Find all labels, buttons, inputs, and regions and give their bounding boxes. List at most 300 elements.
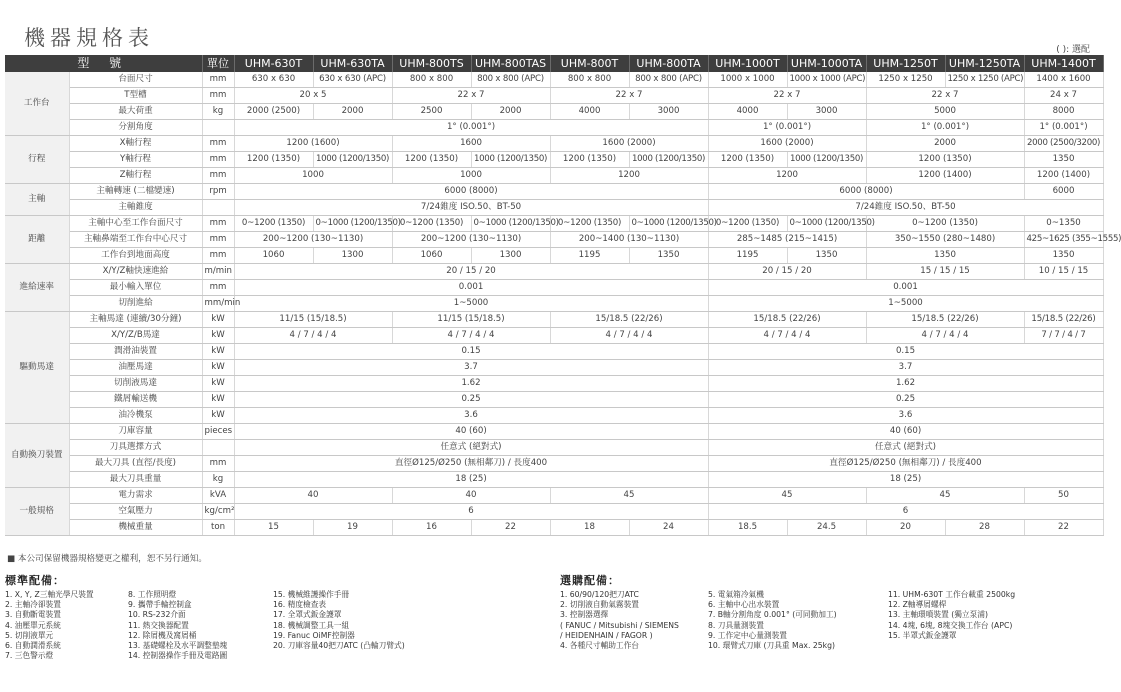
feature-list-item: 3. 控制器選擇 (560, 610, 609, 620)
spec-value: 4 / 7 / 4 / 4 (708, 328, 866, 344)
spec-unit: kg/cm² (202, 504, 234, 520)
spec-value: 1200 (1400) (1024, 168, 1103, 184)
feature-list-item: 9. 攜帶手輪控制盒 (128, 600, 192, 610)
spec-header-row (5, 55, 1103, 72)
spec-group-label: 進給速率 (5, 264, 69, 312)
spec-value: 800 x 800 (APC) (471, 72, 550, 88)
spec-value: 0.001 (234, 280, 708, 296)
spec-value: 1600 (392, 136, 550, 152)
spec-value: 3.7 (708, 360, 1103, 376)
spec-unit: mm (202, 232, 234, 248)
feature-list-item: 19. Fanuc OiMF控制器 (273, 630, 355, 640)
spec-group-label: 主軸 (5, 184, 69, 216)
feature-list-item: 5. 切削液單元 (5, 630, 54, 640)
model-header: UHM-800TS (392, 55, 471, 72)
spec-value: 1300 (471, 248, 550, 264)
feature-list-item: 15. 半罩式鈑金護罩 (888, 630, 957, 640)
spec-value: 20 x 5 (234, 88, 392, 104)
feature-list-item: 10. RS-232介面 (128, 610, 186, 620)
spec-value: 1195 (708, 248, 787, 264)
feature-list-item: 7. 三色警示燈 (5, 651, 54, 661)
spec-value: 1300 (313, 248, 392, 264)
spec-item-label: 主軸轉速 (二檔變速) (69, 184, 202, 200)
spec-row (5, 424, 1103, 440)
spec-value: 任意式 (絕對式) (708, 440, 1103, 456)
spec-value: 1400 x 1600 (1024, 72, 1103, 88)
spec-value: 4000 (550, 104, 629, 120)
spec-value: 1° (0.001°) (234, 120, 708, 136)
spec-item-label: T型槽 (69, 88, 202, 104)
spec-item-label: 分割角度 (69, 120, 202, 136)
spec-value: 200~1400 (130~1130) (550, 232, 708, 248)
spec-value: 6 (708, 504, 1103, 520)
spec-value: 1250 x 1250 (866, 72, 945, 88)
spec-item-label: 油冷機泵 (69, 408, 202, 424)
spec-value: 1250 x 1250 (APC) (945, 72, 1024, 88)
spec-unit: mm/min (202, 296, 234, 312)
spec-value: 45 (708, 488, 866, 504)
spec-value: 1000 (1200/1350) (471, 152, 550, 168)
spec-unit: kVA (202, 488, 234, 504)
feature-list-item: 6. 自動潤滑系統 (5, 641, 61, 651)
spec-value: 1000 (1200/1350) (787, 152, 866, 168)
model-header: UHM-800T (550, 55, 629, 72)
spec-item-label: X軸行程 (69, 136, 202, 152)
spec-value: 40 (60) (708, 424, 1103, 440)
spec-value: 11/15 (15/18.5) (234, 312, 392, 328)
spec-unit: mm (202, 72, 234, 88)
spec-unit: mm (202, 280, 234, 296)
spec-group-label: 工作台 (5, 72, 69, 136)
feature-list-item: 1. X, Y, Z三軸光學尺裝置 (5, 590, 94, 599)
spec-row (5, 472, 1103, 488)
feature-list-item: 14. 控制器操作手冊及電路圖 (128, 651, 228, 661)
spec-value: 4 / 7 / 4 / 4 (392, 328, 550, 344)
feature-list-item: 13. 基礎螺栓及水平調整墊塊 (128, 641, 228, 651)
spec-value: 800 x 800 (392, 72, 471, 88)
feature-list-item: 9. 工作定中心量測裝置 (708, 630, 787, 640)
model-header: UHM-1400T (1024, 55, 1103, 72)
spec-value: 1000 x 1000 (APC) (787, 72, 866, 88)
unit-header: 單位 (202, 55, 234, 72)
model-header: UHM-1000T (708, 55, 787, 72)
spec-item-label: 台面尺寸 (69, 72, 202, 88)
spec-row (5, 520, 1103, 536)
spec-value: 16 (392, 520, 471, 536)
spec-unit (202, 120, 234, 136)
feature-list-item: 2. 切削液自動氣霧裝置 (560, 600, 639, 610)
spec-value: 800 x 800 (APC) (629, 72, 708, 88)
standard-list-col3 (273, 590, 405, 651)
spec-row (5, 328, 1103, 344)
feature-list-item: 18. 機械調整工具一組 (273, 620, 350, 630)
spec-value: 2000 (471, 104, 550, 120)
spec-item-label: 主軸馬達 (連續/30分鐘) (69, 312, 202, 328)
spec-unit: kW (202, 312, 234, 328)
spec-item-label: 最小輸入單位 (69, 280, 202, 296)
spec-value: 0~1200 (1350) (550, 216, 629, 232)
model-header: UHM-630T (234, 55, 313, 72)
spec-value: 3.6 (234, 408, 708, 424)
spec-value: 8000 (1024, 104, 1103, 120)
spec-value: 1000 (392, 168, 550, 184)
spec-unit: ton (202, 520, 234, 536)
feature-list-item: 14. 4塊, 6塊, 8塊交換工作台 (APC) (888, 620, 1013, 630)
spec-row (5, 104, 1103, 120)
spec-value: 0~1350 (1024, 216, 1103, 232)
spec-value: 2000 (2500) (234, 104, 313, 120)
spec-value: 0~1200 (1350) (708, 216, 787, 232)
spec-value: 22 x 7 (708, 88, 866, 104)
spec-value: 1060 (234, 248, 313, 264)
spec-value: 1.62 (234, 376, 708, 392)
spec-body (5, 72, 1121, 536)
spec-value: 350~1550 (280~1480) (866, 232, 1024, 248)
spec-item-label: 工作台到地面高度 (69, 248, 202, 264)
spec-value: 1~5000 (708, 296, 1103, 312)
spec-value: 18 (550, 520, 629, 536)
spec-value: 3.7 (234, 360, 708, 376)
spec-value: 15/18.5 (22/26) (1024, 312, 1103, 328)
spec-value: 6000 (1024, 184, 1103, 200)
disclaimer-note: ■ 本公司保留機器規格變更之權利，恕不另行通知。 (7, 554, 207, 564)
spec-unit: mm (202, 152, 234, 168)
spec-unit: mm (202, 456, 234, 472)
feature-list-item: 20. 刀庫容量40把刀ATC (凸輪刀臂式) (273, 641, 405, 651)
spec-row (5, 312, 1103, 328)
spec-value: 18 (25) (708, 472, 1103, 488)
standard-equipment-title: 標準配備： (5, 574, 65, 587)
type-header: 型 號 (5, 55, 202, 72)
feature-list-item: 13. 主軸環噴裝置 (獨立泵浦) (888, 610, 988, 620)
feature-list-item: 17. 全罩式鈑金護罩 (273, 610, 342, 620)
model-header: UHM-630TA (313, 55, 392, 72)
spec-row (5, 360, 1103, 376)
spec-value: 直徑Ø125/Ø250 (無相鄰刀) / 長度400 (708, 456, 1103, 472)
spec-unit: pieces (202, 424, 234, 440)
spec-value: 1200 (708, 168, 866, 184)
spec-row (5, 152, 1103, 168)
spec-value: 1200 (1350) (866, 152, 1024, 168)
spec-row (5, 456, 1103, 472)
spec-value: 18.5 (708, 520, 787, 536)
spec-item-label: 機械重量 (69, 520, 202, 536)
model-header: UHM-1250T (866, 55, 945, 72)
spec-item-label: Y軸行程 (69, 152, 202, 168)
spec-row (5, 72, 1103, 88)
spec-group-label: 驅動馬達 (5, 312, 69, 424)
spec-item-label: 潤滑油裝置 (69, 344, 202, 360)
spec-value: 22 x 7 (392, 88, 550, 104)
spec-unit: mm (202, 216, 234, 232)
spec-value: 22 (471, 520, 550, 536)
spec-row (5, 88, 1103, 104)
spec-value: 1000 x 1000 (708, 72, 787, 88)
spec-row (5, 440, 1103, 456)
spec-unit: kg (202, 104, 234, 120)
spec-value: 0.15 (234, 344, 708, 360)
optional-equipment-title: 選購配備： (560, 574, 620, 587)
spec-value: 20 / 15 / 20 (234, 264, 708, 280)
spec-value: 200~1200 (130~1130) (392, 232, 550, 248)
spec-group-label: 距離 (5, 216, 69, 264)
spec-value: 2000 (313, 104, 392, 120)
spec-value: 2000 (866, 136, 1024, 152)
spec-value: 28 (945, 520, 1024, 536)
feature-list-item: ( FANUC / Mitsubishi / SIEMENS (560, 620, 679, 630)
spec-unit: mm (202, 88, 234, 104)
feature-list-item: 3. 自動斷電裝置 (5, 610, 61, 620)
spec-value: 1° (0.001°) (1024, 120, 1103, 136)
spec-value: 1200 (1350) (550, 152, 629, 168)
feature-list-item: 7. B軸分割角度 0.001° (可同動加工) (708, 610, 837, 620)
spec-item-label: 刀具選擇方式 (69, 440, 202, 456)
model-header: UHM-800TA (629, 55, 708, 72)
spec-row (5, 408, 1103, 424)
spec-row (5, 232, 1103, 248)
spec-value: 1200 (1600) (234, 136, 392, 152)
spec-value: 7/24錐度 ISO.50、BT-50 (708, 200, 1103, 216)
spec-value: 630 x 630 (234, 72, 313, 88)
spec-group-label: 自動換刀裝置 (5, 424, 69, 488)
feature-list-item: 11. UHM-630T 工作台載重 2500kg (888, 590, 1016, 599)
optional-list-col2 (708, 590, 837, 651)
spec-unit: kg (202, 472, 234, 488)
spec-value: 0~1000 (1200/1350) (787, 216, 866, 232)
spec-item-label: Z軸行程 (69, 168, 202, 184)
spec-group-label: 行程 (5, 136, 69, 184)
feature-list-item: 15. 機械維護操作手冊 (273, 590, 350, 599)
spec-value: 0.15 (708, 344, 1103, 360)
spec-value: 800 x 800 (550, 72, 629, 88)
model-header: UHM-1250TA (945, 55, 1024, 72)
spec-value: 6 (234, 504, 708, 520)
spec-value: 22 (1024, 520, 1103, 536)
spec-value: 2500 (392, 104, 471, 120)
legend-note: ( ): 選配 (1056, 45, 1090, 55)
spec-item-label: 刀庫容量 (69, 424, 202, 440)
spec-unit: kW (202, 376, 234, 392)
spec-unit: mm (202, 248, 234, 264)
spec-value: 15/18.5 (22/26) (866, 312, 1024, 328)
spec-value: 3000 (787, 104, 866, 120)
spec-item-label: 最大荷重 (69, 104, 202, 120)
spec-unit: mm (202, 136, 234, 152)
spec-unit: kW (202, 392, 234, 408)
spec-item-label: 油壓馬達 (69, 360, 202, 376)
spec-value: 1200 (1350) (392, 152, 471, 168)
spec-value: 0~1200 (1350) (392, 216, 471, 232)
spec-value: 1000 (1200/1350) (629, 152, 708, 168)
spec-value: 1° (0.001°) (708, 120, 866, 136)
spec-value: 40 (392, 488, 550, 504)
spec-value: 0~1200 (1350) (866, 216, 1024, 232)
spec-value: 1200 (1350) (708, 152, 787, 168)
spec-value: 285~1485 (215~1415) (708, 232, 866, 248)
spec-row (5, 296, 1103, 312)
spec-value: 1350 (1024, 248, 1103, 264)
spec-value: 1600 (2000) (550, 136, 708, 152)
feature-list-item: / HEIDENHAIN / FAGOR ) (560, 630, 653, 640)
spec-value: 200~1200 (130~1130) (234, 232, 392, 248)
spec-value: 20 (866, 520, 945, 536)
spec-value: 425~1625 (355~1555) (1024, 232, 1103, 248)
spec-item-label: 主軸錐度 (69, 200, 202, 216)
spec-value: 40 (234, 488, 392, 504)
spec-table (5, 55, 1121, 536)
spec-value: 1~5000 (234, 296, 708, 312)
spec-value: 45 (550, 488, 708, 504)
feature-list-item: 4. 油壓單元系統 (5, 620, 61, 630)
spec-row (5, 120, 1103, 136)
spec-value: 1350 (629, 248, 708, 264)
spec-row (5, 200, 1103, 216)
spec-unit: kW (202, 344, 234, 360)
spec-item-label: 電力需求 (69, 488, 202, 504)
optional-list-col1 (560, 590, 679, 651)
spec-value: 3000 (629, 104, 708, 120)
spec-value: 24.5 (787, 520, 866, 536)
spec-item-label: 空氣壓力 (69, 504, 202, 520)
spec-value: 22 x 7 (866, 88, 1024, 104)
feature-list-item: 12. Z軸導屑螺桿 (888, 600, 947, 610)
spec-item-label: 主軸中心至工作台面尺寸 (69, 216, 202, 232)
spec-value: 6000 (8000) (708, 184, 1024, 200)
spec-row (5, 376, 1103, 392)
spec-unit: rpm (202, 184, 234, 200)
spec-unit (202, 200, 234, 216)
model-header: UHM-1000TA (787, 55, 866, 72)
spec-value: 10 / 15 / 15 (1024, 264, 1103, 280)
spec-value: 0.25 (234, 392, 708, 408)
spec-value: 1200 (1400) (866, 168, 1024, 184)
spec-value: 6000 (8000) (234, 184, 708, 200)
spec-value: 1000 (234, 168, 392, 184)
spec-value: 7/24錐度 ISO.50、BT-50 (234, 200, 708, 216)
spec-value: 任意式 (絕對式) (234, 440, 708, 456)
spec-value: 1.62 (708, 376, 1103, 392)
spec-row (5, 488, 1103, 504)
spec-value: 20 / 15 / 20 (708, 264, 866, 280)
spec-value: 0~1000 (1200/1350) (629, 216, 708, 232)
spec-item-label: 切削進給 (69, 296, 202, 312)
spec-value: 7 / 7 / 4 / 7 (1024, 328, 1103, 344)
spec-value: 4 / 7 / 4 / 4 (866, 328, 1024, 344)
spec-value: 19 (313, 520, 392, 536)
optional-list-col3 (888, 590, 1015, 641)
spec-item-label: 鐵屑輸送機 (69, 392, 202, 408)
feature-list-item: 4. 各種尺寸輔助工作台 (560, 641, 639, 651)
spec-item-label: X/Y/Z軸快速進給 (69, 264, 202, 280)
feature-list-item: 5. 電氣箱冷氣機 (708, 590, 764, 599)
model-header: UHM-800TAS (471, 55, 550, 72)
spec-value: 24 x 7 (1024, 88, 1103, 104)
spec-value: 18 (25) (234, 472, 708, 488)
spec-value: 15/18.5 (22/26) (550, 312, 708, 328)
spec-unit (202, 440, 234, 456)
spec-value: 1195 (550, 248, 629, 264)
spec-value: 1600 (2000) (708, 136, 866, 152)
spec-row (5, 184, 1103, 200)
spec-item-label: 最大刀具 (直徑/長度) (69, 456, 202, 472)
spec-value: 45 (866, 488, 1024, 504)
standard-list-col2 (128, 590, 227, 661)
spec-value: 直徑Ø125/Ø250 (無相鄰刀) / 長度400 (234, 456, 708, 472)
spec-value: 0.25 (708, 392, 1103, 408)
spec-value: 4 / 7 / 4 / 4 (550, 328, 708, 344)
spec-row (5, 264, 1103, 280)
spec-value: 15/18.5 (22/26) (708, 312, 866, 328)
feature-list-item: 10. 環臂式刀庫 (刀具重 Max. 25kg) (708, 641, 835, 651)
spec-value: 50 (1024, 488, 1103, 504)
spec-value: 1° (0.001°) (866, 120, 1024, 136)
feature-list-item: 1. 60/90/120把刀ATC (560, 590, 639, 599)
spec-value: 4000 (708, 104, 787, 120)
spec-item-label: 切削液馬達 (69, 376, 202, 392)
spec-value: 4 / 7 / 4 / 4 (234, 328, 392, 344)
spec-value: 1200 (1350) (234, 152, 313, 168)
spec-value: 1000 (1200/1350) (313, 152, 392, 168)
spec-unit: mm (202, 168, 234, 184)
spec-unit: kW (202, 408, 234, 424)
spec-unit: kW (202, 360, 234, 376)
spec-value: 630 x 630 (APC) (313, 72, 392, 88)
spec-value: 5000 (866, 104, 1024, 120)
spec-value: 1350 (1024, 152, 1103, 168)
spec-value: 1350 (866, 248, 1024, 264)
spec-value: 0.001 (708, 280, 1103, 296)
spec-unit: m/min (202, 264, 234, 280)
spec-item-label: X/Y/Z/B馬達 (69, 328, 202, 344)
page-title: 機器規格表 (24, 26, 154, 50)
spec-value: 15 / 15 / 15 (866, 264, 1024, 280)
standard-list-col1 (5, 590, 94, 661)
spec-row (5, 344, 1103, 360)
spec-row (5, 136, 1103, 152)
spec-value: 3.6 (708, 408, 1103, 424)
spec-row (5, 392, 1103, 408)
spec-unit: kW (202, 328, 234, 344)
spec-group-label: 一般規格 (5, 488, 69, 536)
spec-value: 0~1200 (1350) (234, 216, 313, 232)
spec-value: 24 (629, 520, 708, 536)
spec-value: 40 (60) (234, 424, 708, 440)
spec-value: 2000 (2500/3200) (1024, 136, 1103, 152)
feature-list-item: 11. 熱交換器配置 (128, 620, 189, 630)
spec-value: 1200 (550, 168, 708, 184)
feature-list-item: 16. 精度檢查表 (273, 600, 327, 610)
spec-value: 1350 (787, 248, 866, 264)
feature-list-item: 8. 工作照明燈 (128, 590, 177, 599)
spec-value: 0~1000 (1200/1350) (313, 216, 392, 232)
spec-row (5, 216, 1103, 232)
spec-row (5, 248, 1103, 264)
spec-row (5, 504, 1103, 520)
feature-list-item: 6. 主軸中心出水裝置 (708, 600, 780, 610)
spec-value: 15 (234, 520, 313, 536)
feature-list-item: 8. 刀具量測裝置 (708, 620, 764, 630)
feature-list-item: 2. 主軸冷卻裝置 (5, 600, 61, 610)
spec-item-label: 主軸鼻端至工作台中心尺寸 (69, 232, 202, 248)
spec-value: 0~1000 (1200/1350) (471, 216, 550, 232)
spec-value: 22 x 7 (550, 88, 708, 104)
spec-value: 1060 (392, 248, 471, 264)
spec-item-label: 最大刀具重量 (69, 472, 202, 488)
spec-row (5, 168, 1103, 184)
spec-value: 11/15 (15/18.5) (392, 312, 550, 328)
feature-list-item: 12. 除屑機及窩屑桶 (128, 630, 197, 640)
spec-row (5, 280, 1103, 296)
